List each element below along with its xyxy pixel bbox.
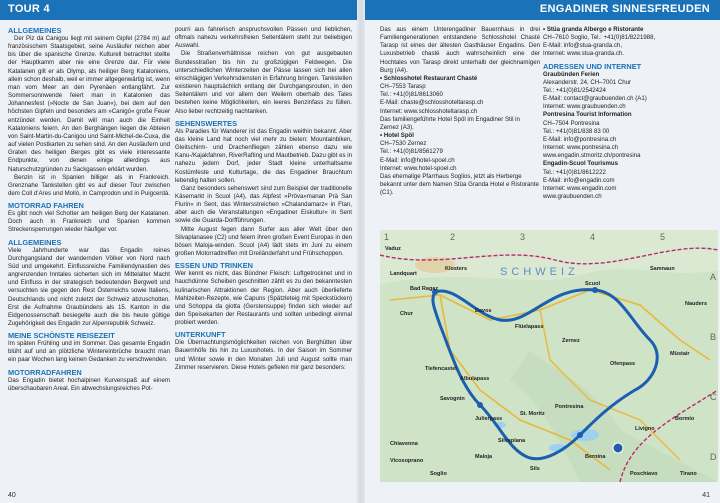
detail-text: Das familiengeführte Hotel Spöl im Engadiner Stil in Zernez (A3). xyxy=(380,115,520,131)
website-link[interactable]: Internet: www.pontresina.ch xyxy=(543,144,619,152)
hotel-name: • Hotel Spöl xyxy=(380,132,414,140)
website-link[interactable]: Internet: www.engadin.com xyxy=(543,184,617,192)
detail-line: CH–7553 Tarasp xyxy=(380,83,426,91)
svg-text:Julierpass: Julierpass xyxy=(475,416,503,422)
address-name: Engadin-Scuol Tourismus xyxy=(543,160,619,168)
svg-text:Pontresina: Pontresina xyxy=(555,404,584,410)
hotel-details xyxy=(380,140,540,197)
svg-text:St. Moritz: St. Moritz xyxy=(520,411,545,417)
paragraph: Als Paradies für Wanderer ist das Engadin weithin bekannt. Aber das kleine Land hat noch viel mehr zu bieten: Mountainbiken, Gleitschirm- und Drachenfliegen zählen ebenso dazu wie Kanu-/Kajakfahren, RiverRafting und Mautbetrieb. Dazu gibt es in nahezu jedem Dorf, jeder Stadt kleine unterhaltsame Kostümfeste und Kulturtage, die das Engadiner Brauchtum lebendig halten sollen. xyxy=(175,127,352,184)
email-link[interactable]: E-Mail: info@engadin.com xyxy=(543,176,615,184)
svg-text:Chur: Chur xyxy=(400,311,413,317)
address-name: Graubünden Ferien xyxy=(543,70,600,78)
website-link[interactable]: www.engadin.stmoritz.ch/pontresina xyxy=(543,152,641,160)
svg-text:Samnaun: Samnaun xyxy=(650,266,675,272)
svg-text:Silvaplana: Silvaplana xyxy=(498,438,526,444)
svg-text:Zernez: Zernez xyxy=(562,338,580,344)
section-heading: ALLGEMEINES xyxy=(8,26,62,35)
detail-line: CH–7530 Zernez xyxy=(380,140,427,148)
detail-line: Tel.: +41(0)81/8561279 xyxy=(380,148,443,156)
detail-line: CH–7610 Soglio, Tel.: +41(0)81/8221988, xyxy=(543,34,656,42)
paragraph: Im späten Frühling und im Sommer. Das gesamte Engadin blüht auf und an plötzliche Wintereinbrüche braucht man ein paar Wochen lang keinen Gedanken zu verschwenden. xyxy=(8,340,170,364)
svg-text:1: 1 xyxy=(384,232,390,242)
svg-text:2: 2 xyxy=(450,232,456,242)
tour-map[interactable] xyxy=(380,230,718,482)
section-heading: MEINE SCHÖNSTE REISEZEIT xyxy=(8,331,115,341)
tour-number: TOUR 4 xyxy=(8,3,50,15)
svg-text:A: A xyxy=(710,272,717,282)
detail-line: Tel.: +41(0)81/838 83 00 xyxy=(543,127,610,135)
svg-text:Flüelapass: Flüelapass xyxy=(515,324,544,330)
paragraph: Ganz besonders sehenswert sind zum Beispiel der traditionelle Käsemarkt in Scuol (A4), das Alpfest »Pröva»manan Prà San Flurin« in Sent, das Wintersstreichen »Chalandamarz« in Ftan, aber auch die Veranstaltungen »Engadiner Eiskultur« in Sent sowie die Guarda-Dorfführungen. xyxy=(175,184,352,225)
section-heading: MOTORRADFAHREN xyxy=(8,367,82,377)
website-link[interactable]: Internet: www.schlosshoteltarasp.ch xyxy=(380,107,478,115)
detail-text: Das ehemalige Pfarrhaus Soglios, jetzt als Herberge bekannt unter dem Namen Stüa Granda Hotel e Ristorante (C1). xyxy=(380,172,539,197)
svg-text:Soglio: Soglio xyxy=(430,471,447,477)
page-number-right: 41 xyxy=(702,492,710,499)
svg-text:Landquart: Landquart xyxy=(390,271,417,277)
svg-text:B: B xyxy=(710,332,717,342)
section-heading: ALLGEMEINES xyxy=(8,237,62,247)
paragraph: Benzin ist in Spanien billiger als in Frankreich. Grenznahe Tankstellen gibt es auf dieser Tour zwischen dem Coll d’Ares und Molló, in Camprodon und in Puigcerdà. xyxy=(8,173,170,197)
svg-text:3: 3 xyxy=(520,232,526,242)
email-link[interactable]: E-Mail: chaste@schlosshoteltarasp.ch xyxy=(380,99,484,107)
svg-text:Tiefencastel: Tiefencastel xyxy=(425,366,457,372)
column-4 xyxy=(543,26,711,201)
svg-text:Klosters: Klosters xyxy=(445,266,468,272)
paragraph: pourri aus fahrerisch anspruchsvollen Pässen und lieblichen, oftmals nahezu verkehrsfreien Seitentälern steht zur beliebigen Auswahl. xyxy=(175,26,352,50)
hotel-name: • Stüa granda Albergo e Ristorante xyxy=(543,26,644,33)
email-link[interactable]: E-Mail: info@pontresina.ch xyxy=(543,135,617,143)
svg-text:Nauders: Nauders xyxy=(685,301,708,307)
column-1 xyxy=(8,26,170,393)
section-heading: SEHENSWERTES xyxy=(175,118,238,128)
address-name: Pontresina Tourist Information xyxy=(543,111,632,119)
svg-text:5: 5 xyxy=(660,232,666,242)
column-3 xyxy=(380,26,540,197)
svg-text:Müstair: Müstair xyxy=(670,351,690,357)
book-gutter xyxy=(357,0,365,503)
svg-text:D: D xyxy=(710,452,717,462)
svg-text:Maloja: Maloja xyxy=(475,454,493,460)
svg-text:Savognin: Savognin xyxy=(440,396,465,402)
svg-text:C: C xyxy=(710,392,717,402)
detail-line: Tel.: +41(0)81/8612222 xyxy=(543,168,606,176)
website-link[interactable]: Internet: www.hotel-spoel.ch xyxy=(380,164,457,172)
svg-text:4: 4 xyxy=(590,232,596,242)
email-link[interactable]: E-Mail: contact@graubuenden.ch (A1) xyxy=(543,95,647,103)
section-heading: ADRESSEN UND INTERNET xyxy=(543,61,642,71)
paragraph: Viele Jahrhunderte war das Engadin reines Durchgangsland der wandernden Völker von Nord nach Süd und umgekehrt. Einflussreiche Familiendynastien des angrenzenden Inntales sicherten sich im Mittelalter Macht und Einfluss in der strategisch bedeutenden Bergwelt und versuchten sie gegen den Rest Österreichs sowie Italiens, Deutschlands und nicht zuletzt der Schweiz abzuschotten. Erst die Aufnahme Graubündens als 15. Kanton in die Eidgenossenschaft besiegelte auch die bis heute gültige Zugehörigkeit des Engadin zur Alpenrepublik Schweiz. xyxy=(8,246,170,327)
paragraph: Mitte August fegen dann Surfer aus aller Welt über den Silvaplanasee (C2) und feiern ihren großen Event Europas in den bösen Maloja-winden. Scuol (A4) lädt stets im Juni zu einem großen Motorradtreffen mit Dreiländerfahrt und Frühschoppen. xyxy=(175,225,352,258)
paragraph: Der Piz da Canigou liegt mit seinem Gipfel (2784 m) auf französischem Staatsgebiet, seine Ausläufer reichen aber bis über die spanische Grenze. Kulturell betrachtet stellte der Hauptkamm aber nie eine Grenze dar. Für viele Katalanen gilt er als Olymp, als heiliger Berg Kataloniens, allein schon deshalb, weil er immer allgegenwärtig ist, wenn man vom Meer an den Pyrenäen entlangfährt. Zur Sommersonnwende feiert man in Katalonien das Johannesfest (»Nocte de San Juan«), bei dem auf den höchsten Gipfeln und besonders am »Canigó« große Feuer entzündet werden. Damit will man auch die Einheit Kataloniens feiern. An den Berghängen liegen die Abteien von Saint-Martin-du-Canigou und Saint-Michel-de-Cuxa, die auf vielen Postkarten zu sehen sind. An den Ausläufern und Graten des heiligen Berges gibt es viele interessante Endpunkte, von denen einige allerdings aus Naturschutzgründen zu Sackgassen erklärt wurden. xyxy=(8,35,170,173)
email-link[interactable]: E-Mail: info@stua-granda.ch, xyxy=(543,42,623,50)
paragraph: Das Engadin bietet hochalpinen Kurvenspaß auf einem überschaubaren Areal. Ein abwechslungsreiches Pot- xyxy=(8,376,170,392)
chapter-title: ENGADINER SINNESFREUDEN xyxy=(539,3,710,15)
map-graphic xyxy=(380,230,718,482)
paragraph: Es gibt noch viel Schotter am heiligen Berg der Katalanen. Doch auch in Frankreich und Spanien kommen Streckensperrungen wieder häufiger vor. xyxy=(8,210,170,234)
detail-line: CH–7504 Pontresina xyxy=(543,119,600,127)
svg-text:Sils: Sils xyxy=(530,466,540,472)
page-number-left: 40 xyxy=(8,492,16,499)
paragraph: Das aus einem Unterengadiner Bauernhaus in drei Familiengenerationen entstandene Schlosshotel Chasté Tarasp ist eines der ältesten Gasthäuser Engadins. Den Luxusbetrieb chasté auch wahrscheinlich eine der Hochtales von Tarasp direkt unterhalb der gleichnamigen Burg (A4). xyxy=(380,26,540,74)
svg-text:Vicosoprano: Vicosoprano xyxy=(390,458,424,464)
website-link[interactable]: Internet: www.graubuenden.ch xyxy=(543,103,626,111)
hotel-details xyxy=(380,83,540,132)
svg-text:Chiavenna: Chiavenna xyxy=(390,441,418,447)
hotel-name: • Schlosshotel Restaurant Chasté xyxy=(380,74,478,82)
svg-text:Tirano: Tirano xyxy=(680,471,697,477)
svg-text:Bormio: Bormio xyxy=(675,416,695,422)
svg-text:Bernina: Bernina xyxy=(585,454,606,460)
svg-text:Vaduz: Vaduz xyxy=(385,246,401,252)
svg-text:Livigno: Livigno xyxy=(635,426,655,432)
detail-line: Tel.: +41(0)81/2542424 xyxy=(543,86,606,94)
email-link[interactable]: E-Mail: info@hotel-spoel.ch xyxy=(380,156,455,164)
svg-text:Albulapass: Albulapass xyxy=(460,376,490,382)
svg-text:Ofenpass: Ofenpass xyxy=(610,361,636,367)
column-2 xyxy=(175,26,352,372)
detail-line: Alexanderstr. 24, CH–7001 Chur xyxy=(543,78,632,86)
paragraph: Die Übernachtungsmöglichkeiten reichen von Berghütten über Bauernhöfe bis hin zu Luxushotels. In der Saison im Sommer und Winter sowie in den Monaten Juli und August sollte man Zimmer reservieren. Diese Hotels gefielen mir ganz besonders: xyxy=(175,339,352,371)
detail-line: Tel.: +41(0)81/8613060 xyxy=(380,91,443,99)
svg-text:Bad Ragaz: Bad Ragaz xyxy=(410,286,439,292)
section-heading: MOTORRAD FAHREN xyxy=(8,201,84,211)
svg-text:Scuol: Scuol xyxy=(585,281,600,287)
website-link[interactable]: www.graubuenden.ch xyxy=(543,192,602,200)
website-link[interactable]: Internet: www.stua-granda.ch. xyxy=(543,50,624,58)
svg-text:Poschiavo: Poschiavo xyxy=(630,471,658,477)
section-heading: UNTERKUNFT xyxy=(175,330,226,340)
section-heading: ESSEN UND TRINKEN xyxy=(175,261,254,271)
svg-text:Davos: Davos xyxy=(475,308,492,314)
paragraph: Die Straßenverhältnisse reichen von gut ausgebauten Bundesstraßen bis hin zu großzügigen Feldwegen. Die unterschiedlichen Winterzeiten der Pässe lassen sich bei allen einschlägigen Verkehrsdiensten in Erfahrung bringen. Tankstellen existieren hauptsächlich entlang der Durchgangsrouten, in den Seitentälern und vor allem den Weilern oberhalb des Tales bestehen keine Möglichkeiten, ein leeres Benzinfass zu füllen. Also lieber rechtzeitig nachtanken. xyxy=(175,50,352,115)
country-label: SCHWEIZ xyxy=(500,266,579,278)
paragraph: Wer kennt es nicht, das Bündner Fleisch: Luftgetrocknet und in hauchdünne Scheiben geschnitten zählt es zu den bekanntesten kulinarischen Attraktionen der Region. Aber auch überlieferte Mahlzeiten-Rezepte, wie Capuns (Spätzleteig mit Speckstücken) und Schoppa da giotta (Gerstensuppe) finden sich wieder auf den Speisekarten der Restaurants und sollten unbedingt einmal probiert werden. xyxy=(175,270,352,327)
